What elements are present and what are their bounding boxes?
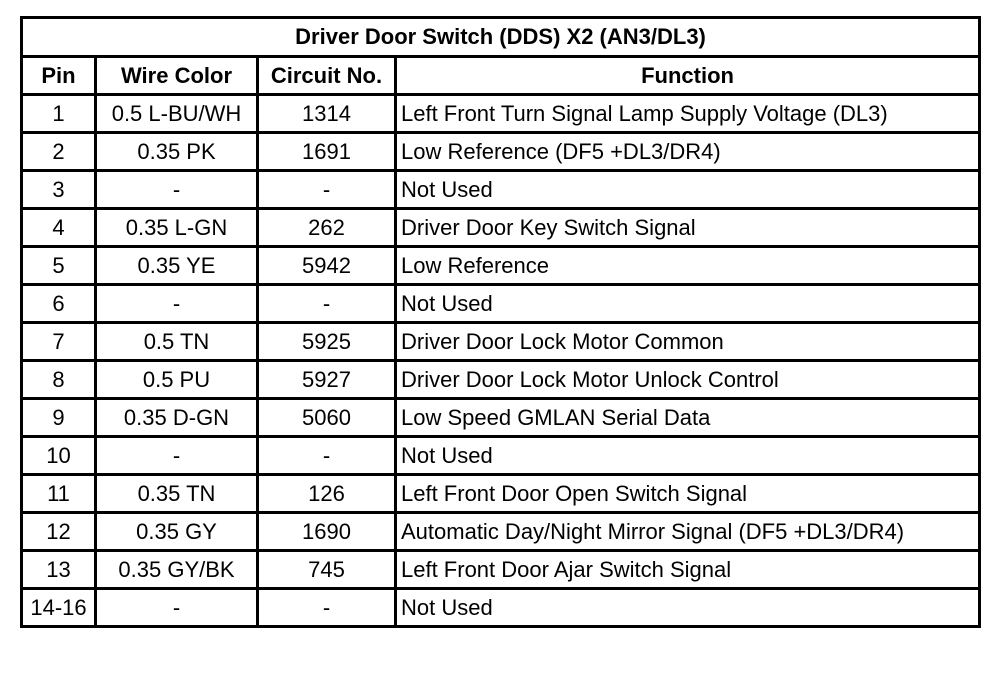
table-title: Driver Door Switch (DDS) X2 (AN3/DL3) [22,18,980,57]
circuit-no-cell: 1314 [258,95,396,133]
function-cell: Driver Door Key Switch Signal [396,209,980,247]
wire-color-cell: - [96,285,258,323]
table-row [22,475,980,513]
table-row [22,133,980,171]
wire-color-cell: 0.35 L-GN [96,209,258,247]
table-row [22,551,980,589]
function-cell: Low Reference (DF5 +DL3/DR4) [396,133,980,171]
pin-cell: 5 [22,247,96,285]
connector-pinout-table [20,16,981,628]
circuit-no-cell: 5927 [258,361,396,399]
pin-cell: 13 [22,551,96,589]
table-row [22,171,980,209]
circuit-no-cell: 1690 [258,513,396,551]
pin-cell: 7 [22,323,96,361]
wire-color-cell: - [96,437,258,475]
pin-cell: 3 [22,171,96,209]
wire-color-cell: 0.35 TN [96,475,258,513]
table-row [22,247,980,285]
function-cell: Not Used [396,589,980,627]
function-cell: Not Used [396,285,980,323]
function-cell: Low Speed GMLAN Serial Data [396,399,980,437]
circuit-no-cell: 5942 [258,247,396,285]
pin-cell: 8 [22,361,96,399]
wire-color-cell: 0.35 GY [96,513,258,551]
header-row [22,57,980,95]
table-row [22,323,980,361]
pin-cell: 9 [22,399,96,437]
circuit-no-cell: 745 [258,551,396,589]
circuit-no-cell: - [258,437,396,475]
wire-color-cell: 0.35 YE [96,247,258,285]
function-cell: Left Front Door Open Switch Signal [396,475,980,513]
pin-cell: 1 [22,95,96,133]
function-cell: Not Used [396,171,980,209]
table-row [22,513,980,551]
circuit-no-cell: - [258,285,396,323]
wire-color-cell: 0.5 L-BU/WH [96,95,258,133]
function-cell: Driver Door Lock Motor Common [396,323,980,361]
circuit-no-cell: 1691 [258,133,396,171]
pin-cell: 2 [22,133,96,171]
wire-color-cell: 0.5 PU [96,361,258,399]
function-cell: Driver Door Lock Motor Unlock Control [396,361,980,399]
wire-color-cell: 0.35 D-GN [96,399,258,437]
wire-color-cell: 0.35 PK [96,133,258,171]
table-row [22,95,980,133]
circuit-no-cell: - [258,589,396,627]
pin-cell: 12 [22,513,96,551]
function-cell: Low Reference [396,247,980,285]
function-cell: Left Front Turn Signal Lamp Supply Voltage (DL3) [396,95,980,133]
wire-color-cell: 0.35 GY/BK [96,551,258,589]
header-pin: Pin [22,57,96,95]
circuit-no-cell: - [258,171,396,209]
header-wire-color: Wire Color [96,57,258,95]
title-row [22,18,980,57]
function-cell: Automatic Day/Night Mirror Signal (DF5 +DL3/DR4) [396,513,980,551]
table-row [22,589,980,627]
function-cell: Left Front Door Ajar Switch Signal [396,551,980,589]
pin-cell: 14-16 [22,589,96,627]
table-row [22,285,980,323]
circuit-no-cell: 126 [258,475,396,513]
wire-color-cell: - [96,171,258,209]
pin-cell: 6 [22,285,96,323]
table-row [22,437,980,475]
circuit-no-cell: 262 [258,209,396,247]
table-row [22,209,980,247]
header-function: Function [396,57,980,95]
function-cell: Not Used [396,437,980,475]
circuit-no-cell: 5925 [258,323,396,361]
wire-color-cell: - [96,589,258,627]
circuit-no-cell: 5060 [258,399,396,437]
wire-color-cell: 0.5 TN [96,323,258,361]
table-row [22,399,980,437]
table-row [22,361,980,399]
pin-cell: 11 [22,475,96,513]
header-circuit-no: Circuit No. [258,57,396,95]
pin-cell: 10 [22,437,96,475]
pin-cell: 4 [22,209,96,247]
